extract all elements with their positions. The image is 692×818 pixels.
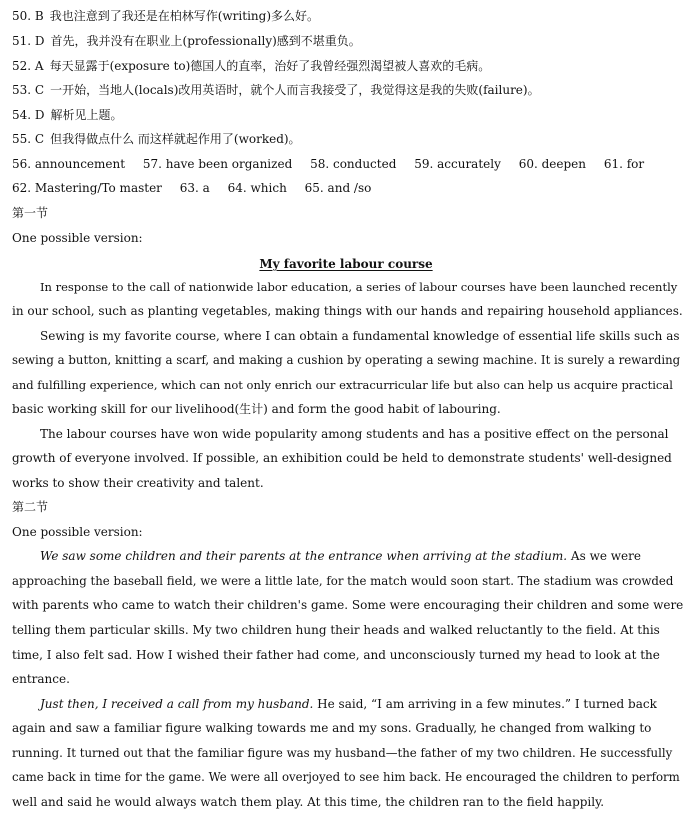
- story-text: As we were: [567, 549, 641, 563]
- fill-answer: 60. deepen: [518, 157, 586, 171]
- fill-answer: 62. Mastering/To master: [12, 181, 162, 195]
- fill-answer: 61. for: [603, 157, 645, 171]
- section-2-heading: 第二节: [12, 500, 49, 514]
- answer-explanation: 我也注意到了我还是在柏林写作(writing)多么好。: [49, 9, 319, 23]
- fill-answer: 56. announcement: [12, 157, 126, 171]
- essay-line: In response to the call of nationwide labor education, a series of labour courses have been launched recently: [40, 280, 678, 294]
- answer-line-51: [12, 29, 684, 53]
- section-1-version-label: One possible version:: [12, 231, 143, 245]
- story-line: again and saw a familiar figure walking towards me and my sons. Gradually, he changed from walking to: [12, 721, 652, 735]
- fill-answer: 64. which: [227, 181, 287, 195]
- story-given-opening: Just then, I received a call from my husband.: [40, 697, 314, 711]
- answer-line-55: [12, 127, 684, 151]
- story-line: telling them particular skills. My two children hung their heads and walked reluctantly to the field. At this: [12, 623, 660, 637]
- story-line: running. It turned out that the familiar figure was my husband—the father of my two children. He successfully: [12, 746, 673, 760]
- answer-explanation: 解析见上题。: [50, 108, 123, 122]
- answer-number: 51. D: [12, 34, 45, 48]
- answer-number: 53. C: [12, 83, 45, 97]
- answer-number: 55. C: [12, 132, 45, 146]
- section-1-heading: 第一节: [12, 206, 49, 220]
- answer-number: 50. B: [12, 9, 44, 23]
- essay-line: works to show their creativity and talent.: [12, 476, 264, 490]
- essay-line: and fulfilling experience, which can not only enrich our extracurricular life but also can help us acquire practical: [12, 378, 673, 392]
- fill-answer: 63. a: [179, 181, 210, 195]
- story-line: [12, 544, 684, 568]
- answer-line-53: [12, 78, 684, 102]
- story-line: approaching the baseball field, we were a little late, for the match would soon start. The stadium was crowded: [12, 574, 674, 588]
- answer-explanation: 一开始，当地人(locals)改用英语时，就个人而言我接受了，我觉得这是我的失败(failure)。: [50, 83, 540, 97]
- fill-answers-line-2: [12, 176, 684, 200]
- answer-line-50: [12, 4, 684, 28]
- essay-line: sewing a button, knitting a scarf, and making a cushion by operating a sewing machine. It is surely a rewarding: [12, 353, 681, 367]
- fill-answer: 57. have been organized: [142, 157, 293, 171]
- essay-title: My favorite labour course: [259, 257, 433, 271]
- fill-answer: 65. and /so: [304, 181, 372, 195]
- essay-line: growth of everyone involved. If possible, an exhibition could be held to demonstrate students' well-designed: [12, 451, 672, 465]
- story-line: came back in time for the game. We were all overjoyed to see him back. He encouraged the children to perform: [12, 770, 680, 784]
- story-line: [12, 692, 684, 716]
- fill-answer: 58. conducted: [310, 157, 397, 171]
- story-line: well and said he would always watch them play. At this time, the children ran to the field happily.: [12, 795, 605, 809]
- story-line: with parents who came to watch their children's game. Some were encouraging their children and some were: [12, 598, 684, 612]
- story-line: time, I also felt sad. How I wished their father had come, and unconsciously turned my head to look at the: [12, 648, 660, 662]
- section-2-version-label: One possible version:: [12, 525, 143, 539]
- fill-answer: 59. accurately: [414, 157, 501, 171]
- story-text: He said, “I am arriving in a few minutes.” I turned back: [313, 697, 657, 711]
- essay-line: in our school, such as planting vegetables, making things with our hands and repairing household appliances.: [12, 304, 683, 318]
- essay-line: basic working skill for our livelihood(生计) and form the good habit of labouring.: [12, 402, 501, 416]
- fill-answers-line-1: [12, 152, 684, 176]
- answer-explanation: 但我得做点什么 而这样就起作用了(worked)。: [50, 132, 301, 146]
- answer-explanation: 首先，我并没有在职业上(professionally)感到不堪重负。: [50, 34, 361, 48]
- answer-line-54: [12, 103, 684, 127]
- essay-line: Sewing is my favorite course, where I can obtain a fundamental knowledge of essential life skills such as: [40, 329, 680, 343]
- answer-number: 52. A: [12, 59, 44, 73]
- answer-number: 54. D: [12, 108, 45, 122]
- answer-explanation: 每天显露于(exposure to)德国人的直率，治好了我曾经强烈渴望被人喜欢的毛病。: [49, 59, 491, 73]
- story-given-opening: We saw some children and their parents at the entrance when arriving at the stadium.: [40, 549, 568, 563]
- story-line: entrance.: [12, 672, 70, 686]
- answer-line-52: [12, 54, 684, 78]
- essay-line: The labour courses have won wide popularity among students and has a positive effect on the personal: [40, 427, 669, 441]
